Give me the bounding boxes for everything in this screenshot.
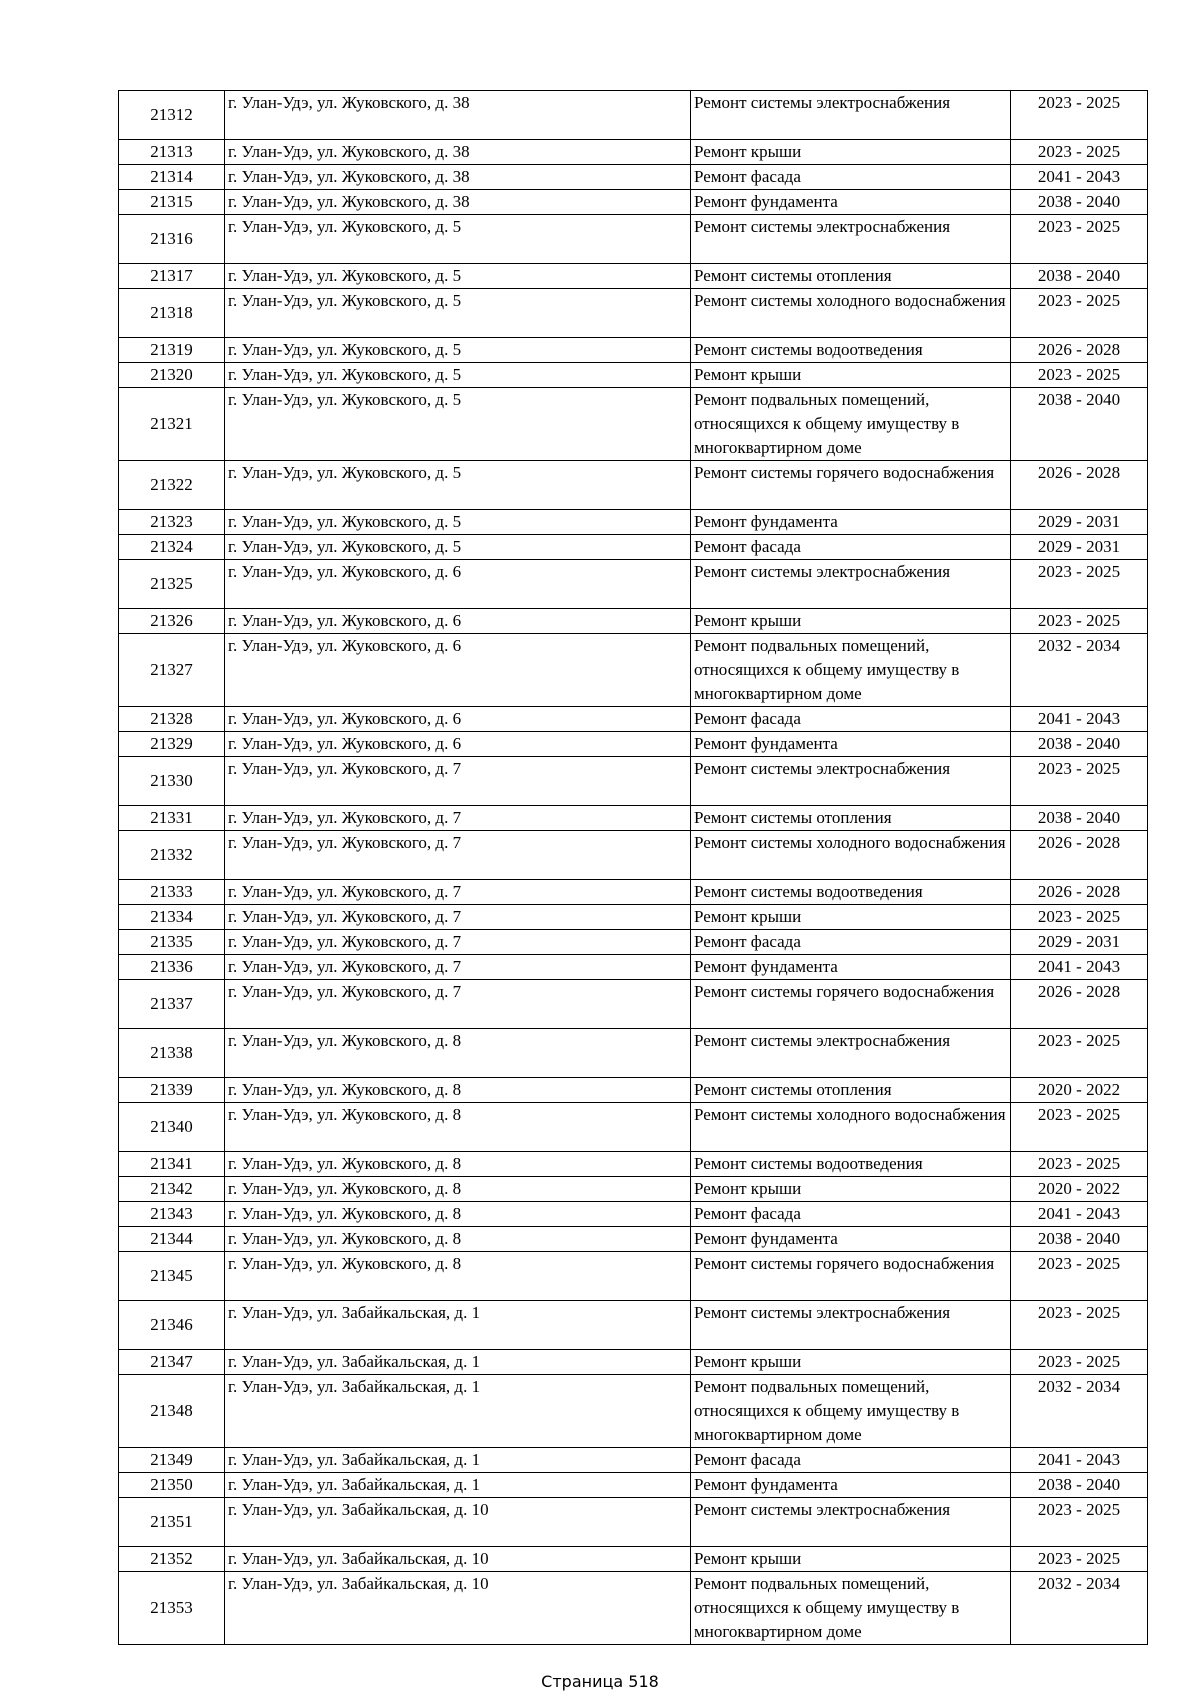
row-number-cell: 21325	[119, 560, 225, 609]
row-number-cell: 21341	[119, 1152, 225, 1177]
row-number-cell: 21323	[119, 510, 225, 535]
work-type-cell: Ремонт системы электроснабжения	[691, 1498, 1011, 1547]
table-row	[119, 1252, 1148, 1301]
row-number-cell: 21327	[119, 634, 225, 707]
table-row	[119, 1547, 1148, 1572]
row-number-cell: 21317	[119, 264, 225, 289]
period-cell: 2041 - 2043	[1011, 707, 1148, 732]
period-cell: 2023 - 2025	[1011, 1350, 1148, 1375]
period-cell: 2041 - 2043	[1011, 955, 1148, 980]
table-row	[119, 1078, 1148, 1103]
table-row	[119, 1029, 1148, 1078]
period-cell: 2032 - 2034	[1011, 1572, 1148, 1645]
work-type-cell: Ремонт системы водоотведения	[691, 880, 1011, 905]
table-row	[119, 806, 1148, 831]
table-row	[119, 140, 1148, 165]
period-cell: 2038 - 2040	[1011, 806, 1148, 831]
row-number-cell: 21350	[119, 1473, 225, 1498]
address-cell: г. Улан-Удэ, ул. Забайкальская, д. 1	[225, 1448, 691, 1473]
row-number-cell: 21316	[119, 215, 225, 264]
table-row	[119, 980, 1148, 1029]
table-row	[119, 634, 1148, 707]
address-cell: г. Улан-Удэ, ул. Жуковского, д. 5	[225, 338, 691, 363]
row-number-cell: 21336	[119, 955, 225, 980]
work-type-cell: Ремонт фундамента	[691, 1227, 1011, 1252]
address-cell: г. Улан-Удэ, ул. Жуковского, д. 7	[225, 831, 691, 880]
row-number-cell: 21324	[119, 535, 225, 560]
work-type-cell: Ремонт системы электроснабжения	[691, 215, 1011, 264]
address-cell: г. Улан-Удэ, ул. Жуковского, д. 38	[225, 190, 691, 215]
period-cell: 2041 - 2043	[1011, 1202, 1148, 1227]
address-cell: г. Улан-Удэ, ул. Забайкальская, д. 10	[225, 1498, 691, 1547]
address-cell: г. Улан-Удэ, ул. Жуковского, д. 7	[225, 757, 691, 806]
work-type-cell: Ремонт системы водоотведения	[691, 338, 1011, 363]
table-row	[119, 1473, 1148, 1498]
row-number-cell: 21352	[119, 1547, 225, 1572]
work-type-cell: Ремонт крыши	[691, 363, 1011, 388]
address-cell: г. Улан-Удэ, ул. Жуковского, д. 5	[225, 215, 691, 264]
address-cell: г. Улан-Удэ, ул. Жуковского, д. 5	[225, 461, 691, 510]
table-row	[119, 461, 1148, 510]
period-cell: 2023 - 2025	[1011, 1252, 1148, 1301]
period-cell: 2023 - 2025	[1011, 905, 1148, 930]
address-cell: г. Улан-Удэ, ул. Жуковского, д. 38	[225, 91, 691, 140]
address-cell: г. Улан-Удэ, ул. Жуковского, д. 8	[225, 1078, 691, 1103]
period-cell: 2038 - 2040	[1011, 388, 1148, 461]
table-body	[119, 91, 1148, 1645]
period-cell: 2029 - 2031	[1011, 510, 1148, 535]
row-number-cell: 21322	[119, 461, 225, 510]
period-cell: 2026 - 2028	[1011, 338, 1148, 363]
work-type-cell: Ремонт системы холодного водоснабжения	[691, 289, 1011, 338]
work-type-cell: Ремонт системы горячего водоснабжения	[691, 1252, 1011, 1301]
table-row	[119, 1152, 1148, 1177]
address-cell: г. Улан-Удэ, ул. Жуковского, д. 7	[225, 955, 691, 980]
row-number-cell: 21346	[119, 1301, 225, 1350]
table-row	[119, 388, 1148, 461]
row-number-cell: 21344	[119, 1227, 225, 1252]
address-cell: г. Улан-Удэ, ул. Жуковского, д. 7	[225, 880, 691, 905]
work-type-cell: Ремонт системы холодного водоснабжения	[691, 831, 1011, 880]
work-type-cell: Ремонт системы холодного водоснабжения	[691, 1103, 1011, 1152]
period-cell: 2029 - 2031	[1011, 930, 1148, 955]
work-type-cell: Ремонт подвальных помещений, относящихся к общему имуществу в многоквартирном доме	[691, 1572, 1011, 1645]
period-cell: 2026 - 2028	[1011, 880, 1148, 905]
row-number-cell: 21345	[119, 1252, 225, 1301]
row-number-cell: 21335	[119, 930, 225, 955]
address-cell: г. Улан-Удэ, ул. Жуковского, д. 8	[225, 1227, 691, 1252]
work-type-cell: Ремонт фасада	[691, 1448, 1011, 1473]
period-cell: 2023 - 2025	[1011, 1498, 1148, 1547]
row-number-cell: 21337	[119, 980, 225, 1029]
work-type-cell: Ремонт фундамента	[691, 955, 1011, 980]
period-cell: 2020 - 2022	[1011, 1177, 1148, 1202]
table-row	[119, 1350, 1148, 1375]
work-type-cell: Ремонт крыши	[691, 140, 1011, 165]
row-number-cell: 21333	[119, 880, 225, 905]
row-number-cell: 21334	[119, 905, 225, 930]
period-cell: 2038 - 2040	[1011, 1227, 1148, 1252]
table-row	[119, 535, 1148, 560]
address-cell: г. Улан-Удэ, ул. Забайкальская, д. 1	[225, 1473, 691, 1498]
table-row	[119, 609, 1148, 634]
period-cell: 2026 - 2028	[1011, 461, 1148, 510]
address-cell: г. Улан-Удэ, ул. Жуковского, д. 5	[225, 289, 691, 338]
address-cell: г. Улан-Удэ, ул. Жуковского, д. 6	[225, 732, 691, 757]
work-type-cell: Ремонт фундамента	[691, 1473, 1011, 1498]
table-row	[119, 955, 1148, 980]
address-cell: г. Улан-Удэ, ул. Жуковского, д. 8	[225, 1177, 691, 1202]
row-number-cell: 21349	[119, 1448, 225, 1473]
period-cell: 2023 - 2025	[1011, 1547, 1148, 1572]
address-cell: г. Улан-Удэ, ул. Жуковского, д. 5	[225, 363, 691, 388]
period-cell: 2026 - 2028	[1011, 980, 1148, 1029]
table-row	[119, 880, 1148, 905]
work-type-cell: Ремонт системы электроснабжения	[691, 757, 1011, 806]
work-type-cell: Ремонт крыши	[691, 1547, 1011, 1572]
row-number-cell: 21339	[119, 1078, 225, 1103]
row-number-cell: 21318	[119, 289, 225, 338]
table-row	[119, 1375, 1148, 1448]
row-number-cell: 21328	[119, 707, 225, 732]
table-row	[119, 165, 1148, 190]
row-number-cell: 21320	[119, 363, 225, 388]
address-cell: г. Улан-Удэ, ул. Жуковского, д. 38	[225, 165, 691, 190]
period-cell: 2023 - 2025	[1011, 1152, 1148, 1177]
address-cell: г. Улан-Удэ, ул. Забайкальская, д. 10	[225, 1572, 691, 1645]
repair-schedule-table	[118, 90, 1148, 1645]
address-cell: г. Улан-Удэ, ул. Жуковского, д. 6	[225, 609, 691, 634]
work-type-cell: Ремонт фундамента	[691, 190, 1011, 215]
table-row	[119, 1498, 1148, 1547]
table-row	[119, 707, 1148, 732]
period-cell: 2029 - 2031	[1011, 535, 1148, 560]
row-number-cell: 21314	[119, 165, 225, 190]
row-number-cell: 21326	[119, 609, 225, 634]
row-number-cell: 21331	[119, 806, 225, 831]
work-type-cell: Ремонт системы отопления	[691, 806, 1011, 831]
table-row	[119, 732, 1148, 757]
table-row	[119, 1448, 1148, 1473]
address-cell: г. Улан-Удэ, ул. Жуковского, д. 5	[225, 264, 691, 289]
table-row	[119, 930, 1148, 955]
period-cell: 2041 - 2043	[1011, 165, 1148, 190]
address-cell: г. Улан-Удэ, ул. Жуковского, д. 7	[225, 806, 691, 831]
row-number-cell: 21347	[119, 1350, 225, 1375]
work-type-cell: Ремонт фасада	[691, 707, 1011, 732]
work-type-cell: Ремонт системы электроснабжения	[691, 1301, 1011, 1350]
address-cell: г. Улан-Удэ, ул. Жуковского, д. 7	[225, 980, 691, 1029]
table-row	[119, 91, 1148, 140]
table-row	[119, 1301, 1148, 1350]
work-type-cell: Ремонт крыши	[691, 905, 1011, 930]
work-type-cell: Ремонт фасада	[691, 930, 1011, 955]
period-cell: 2026 - 2028	[1011, 831, 1148, 880]
table-row	[119, 289, 1148, 338]
period-cell: 2023 - 2025	[1011, 1029, 1148, 1078]
row-number-cell: 21330	[119, 757, 225, 806]
address-cell: г. Улан-Удэ, ул. Жуковского, д. 6	[225, 707, 691, 732]
period-cell: 2023 - 2025	[1011, 560, 1148, 609]
table-row	[119, 215, 1148, 264]
address-cell: г. Улан-Удэ, ул. Жуковского, д. 8	[225, 1252, 691, 1301]
work-type-cell: Ремонт системы электроснабжения	[691, 560, 1011, 609]
row-number-cell: 21313	[119, 140, 225, 165]
address-cell: г. Улан-Удэ, ул. Жуковского, д. 6	[225, 634, 691, 707]
address-cell: г. Улан-Удэ, ул. Забайкальская, д. 1	[225, 1350, 691, 1375]
work-type-cell: Ремонт крыши	[691, 609, 1011, 634]
work-type-cell: Ремонт подвальных помещений, относящихся к общему имуществу в многоквартирном доме	[691, 1375, 1011, 1448]
work-type-cell: Ремонт системы водоотведения	[691, 1152, 1011, 1177]
period-cell: 2020 - 2022	[1011, 1078, 1148, 1103]
row-number-cell: 21353	[119, 1572, 225, 1645]
table-row	[119, 1177, 1148, 1202]
table-row	[119, 757, 1148, 806]
period-cell: 2038 - 2040	[1011, 732, 1148, 757]
address-cell: г. Улан-Удэ, ул. Забайкальская, д. 1	[225, 1375, 691, 1448]
period-cell: 2038 - 2040	[1011, 1473, 1148, 1498]
work-type-cell: Ремонт подвальных помещений, относящихся к общему имуществу в многоквартирном доме	[691, 634, 1011, 707]
work-type-cell: Ремонт системы электроснабжения	[691, 91, 1011, 140]
address-cell: г. Улан-Удэ, ул. Жуковского, д. 8	[225, 1029, 691, 1078]
address-cell: г. Улан-Удэ, ул. Жуковского, д. 7	[225, 905, 691, 930]
table-row	[119, 1103, 1148, 1152]
period-cell: 2023 - 2025	[1011, 289, 1148, 338]
row-number-cell: 21340	[119, 1103, 225, 1152]
table-row	[119, 831, 1148, 880]
address-cell: г. Улан-Удэ, ул. Жуковского, д. 5	[225, 535, 691, 560]
table-row	[119, 560, 1148, 609]
work-type-cell: Ремонт фундамента	[691, 732, 1011, 757]
work-type-cell: Ремонт системы отопления	[691, 1078, 1011, 1103]
table-row	[119, 510, 1148, 535]
period-cell: 2032 - 2034	[1011, 634, 1148, 707]
table-row	[119, 1202, 1148, 1227]
period-cell: 2023 - 2025	[1011, 1301, 1148, 1350]
work-type-cell: Ремонт системы горячего водоснабжения	[691, 980, 1011, 1029]
row-number-cell: 21332	[119, 831, 225, 880]
work-type-cell: Ремонт системы горячего водоснабжения	[691, 461, 1011, 510]
row-number-cell: 21343	[119, 1202, 225, 1227]
table-row	[119, 190, 1148, 215]
row-number-cell: 21338	[119, 1029, 225, 1078]
row-number-cell: 21351	[119, 1498, 225, 1547]
address-cell: г. Улан-Удэ, ул. Жуковского, д. 7	[225, 930, 691, 955]
period-cell: 2023 - 2025	[1011, 757, 1148, 806]
table-row	[119, 1227, 1148, 1252]
work-type-cell: Ремонт фасада	[691, 535, 1011, 560]
work-type-cell: Ремонт системы электроснабжения	[691, 1029, 1011, 1078]
period-cell: 2023 - 2025	[1011, 140, 1148, 165]
address-cell: г. Улан-Удэ, ул. Забайкальская, д. 10	[225, 1547, 691, 1572]
work-type-cell: Ремонт системы отопления	[691, 264, 1011, 289]
work-type-cell: Ремонт крыши	[691, 1177, 1011, 1202]
row-number-cell: 21348	[119, 1375, 225, 1448]
address-cell: г. Улан-Удэ, ул. Жуковского, д. 38	[225, 140, 691, 165]
table-row	[119, 264, 1148, 289]
row-number-cell: 21321	[119, 388, 225, 461]
work-type-cell: Ремонт фасада	[691, 165, 1011, 190]
work-type-cell: Ремонт фасада	[691, 1202, 1011, 1227]
period-cell: 2032 - 2034	[1011, 1375, 1148, 1448]
row-number-cell: 21315	[119, 190, 225, 215]
table-row	[119, 338, 1148, 363]
address-cell: г. Улан-Удэ, ул. Жуковского, д. 8	[225, 1202, 691, 1227]
table-row	[119, 1572, 1148, 1645]
period-cell: 2038 - 2040	[1011, 190, 1148, 215]
period-cell: 2041 - 2043	[1011, 1448, 1148, 1473]
address-cell: г. Улан-Удэ, ул. Жуковского, д. 6	[225, 560, 691, 609]
period-cell: 2023 - 2025	[1011, 363, 1148, 388]
period-cell: 2023 - 2025	[1011, 91, 1148, 140]
period-cell: 2023 - 2025	[1011, 1103, 1148, 1152]
table-row	[119, 905, 1148, 930]
period-cell: 2023 - 2025	[1011, 609, 1148, 634]
address-cell: г. Улан-Удэ, ул. Жуковского, д. 5	[225, 510, 691, 535]
period-cell: 2023 - 2025	[1011, 215, 1148, 264]
address-cell: г. Улан-Удэ, ул. Забайкальская, д. 1	[225, 1301, 691, 1350]
table-row	[119, 363, 1148, 388]
work-type-cell: Ремонт фундамента	[691, 510, 1011, 535]
row-number-cell: 21312	[119, 91, 225, 140]
row-number-cell: 21319	[119, 338, 225, 363]
address-cell: г. Улан-Удэ, ул. Жуковского, д. 8	[225, 1152, 691, 1177]
row-number-cell: 21329	[119, 732, 225, 757]
address-cell: г. Улан-Удэ, ул. Жуковского, д. 5	[225, 388, 691, 461]
period-cell: 2038 - 2040	[1011, 264, 1148, 289]
work-type-cell: Ремонт подвальных помещений, относящихся к общему имуществу в многоквартирном доме	[691, 388, 1011, 461]
address-cell: г. Улан-Удэ, ул. Жуковского, д. 8	[225, 1103, 691, 1152]
page-number: Страница 518	[541, 1672, 659, 1691]
work-type-cell: Ремонт крыши	[691, 1350, 1011, 1375]
row-number-cell: 21342	[119, 1177, 225, 1202]
